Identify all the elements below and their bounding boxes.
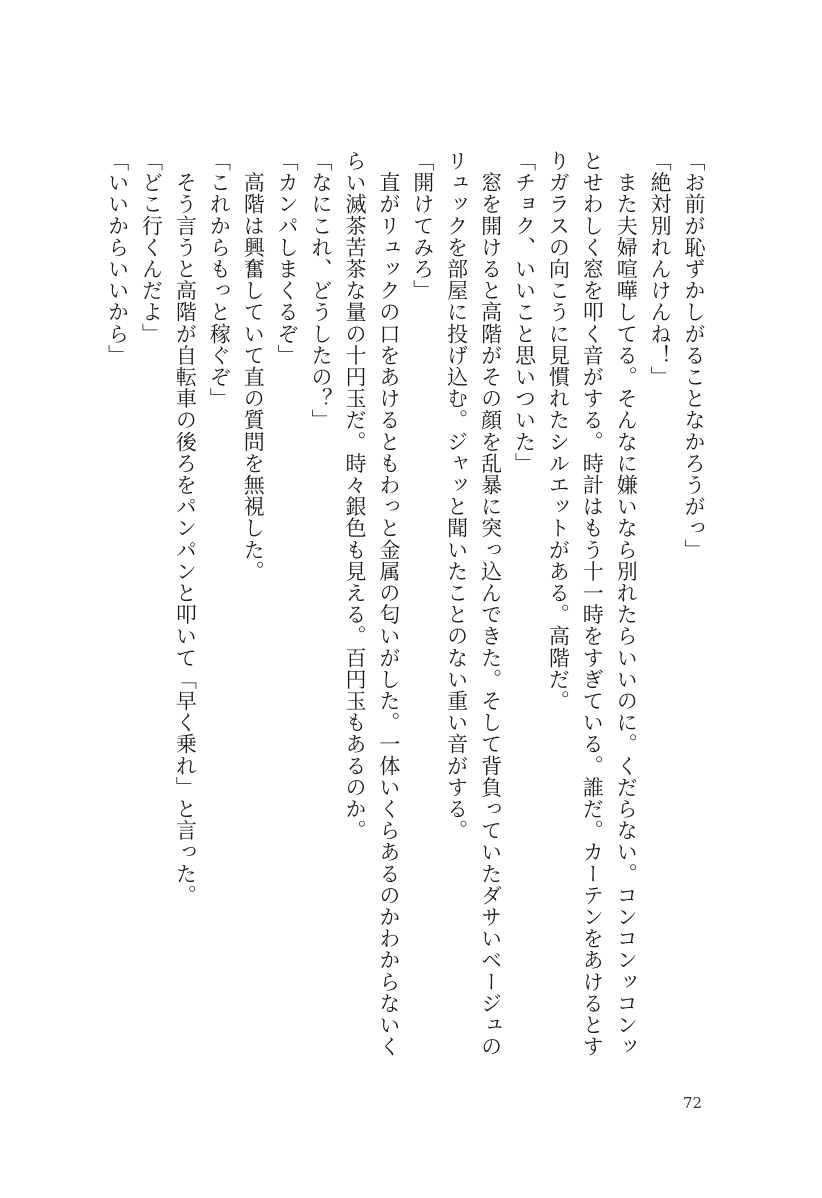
text-line: 「いいからいいから」 — [105, 150, 130, 366]
text-line: 「チョク、いいこと思いついた」 — [512, 150, 537, 474]
text-line: らい滅茶苦茶な量の十円玉だ。時々銀色も見える。百円玉もあるのか。 — [342, 150, 367, 842]
text-line: りガラスの向こうに見慣れたシルエットがある。高階だ。 — [546, 150, 571, 712]
text-line: 「これからもっと稼ぐぞ」 — [207, 150, 232, 410]
text-line: 「どこ行くんだよ」 — [139, 150, 164, 345]
text-line: また夫婦喧嘩してる。そんなに嫌いなら別れたらいいのに。くだらない。コンコンッコンッ — [614, 150, 639, 1058]
text-line: 「開けてみろ」 — [410, 150, 435, 302]
page-number: 72 — [683, 1094, 703, 1112]
vertical-text-body — [100, 150, 710, 1058]
text-line: リュックを部屋に投げ込む。ジャッと聞いたことのない重い音がする。 — [444, 150, 469, 842]
text-line: とせわしく窓を叩く音がする。時計はもう十一時をすぎている。誰だ。カーテンをあけるとす — [580, 150, 605, 1058]
text-line: 直がリュックの口をあけるともわっと金属の匂いがした。一体いくらあるのかわからないく — [376, 150, 401, 1058]
text-line: そう言うと高階が自転車の後ろをパンパンと叩いて「早く乗れ」と言った。 — [173, 150, 198, 906]
text-line: 「お前が恥ずかしがることなかろうがっ」 — [682, 150, 706, 561]
text-line: 窓を開けると高階がその顔を乱暴に突っ込んできた。そして背負っていたダサいベージュの — [478, 150, 503, 1058]
text-line: 「カンパしまくるぞ」 — [275, 150, 300, 366]
text-line: 「絶対別れんけんね！」 — [648, 150, 673, 388]
text-line: 高階は興奮していて直の質問を無視した。 — [241, 150, 266, 582]
text-line: 「なにこれ、どうしたの？」 — [309, 150, 334, 431]
